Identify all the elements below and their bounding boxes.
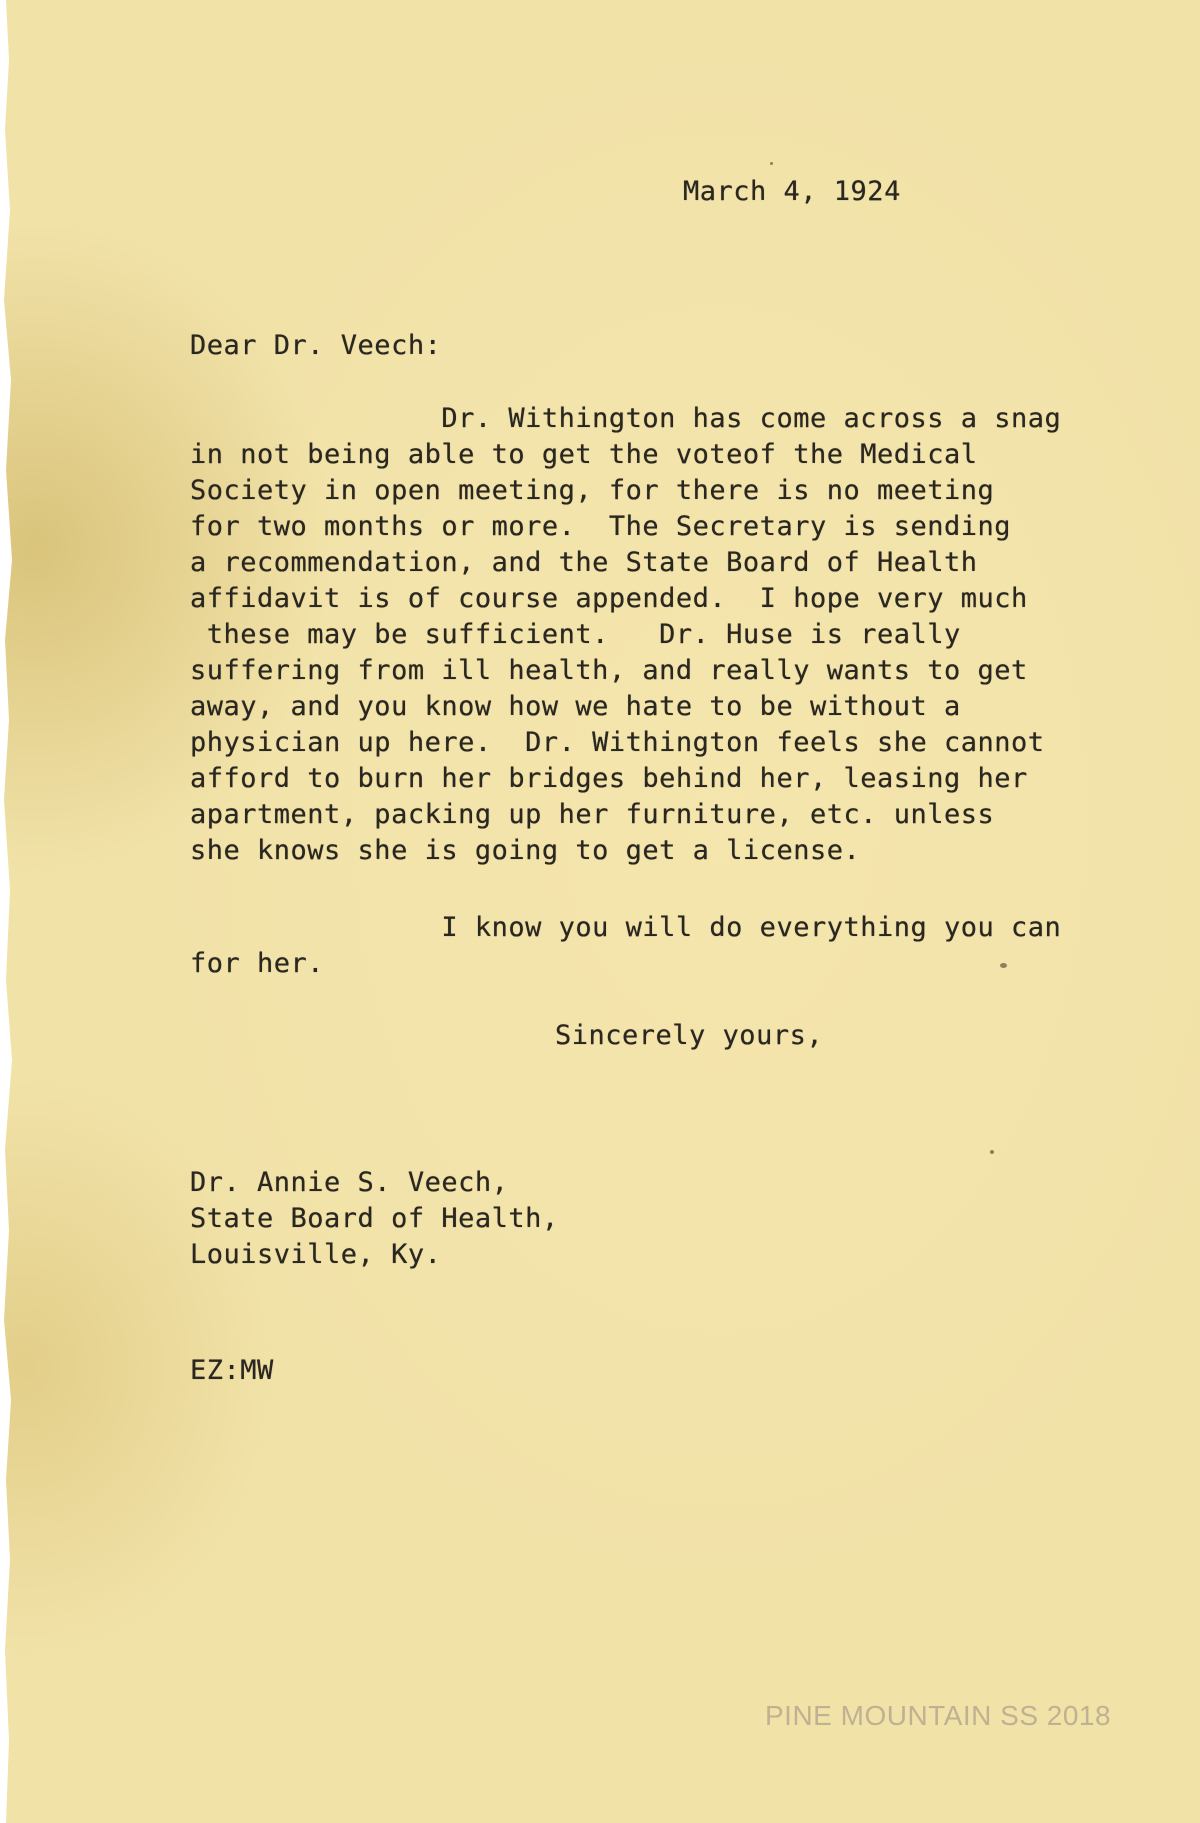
body-line: Society in open meeting, for there is no meeting [190, 475, 995, 506]
body-line: physician up here. Dr. Withington feels she cannot [190, 727, 1045, 758]
body-line: in not being able to get the voteof the Medical [190, 439, 978, 470]
body-line: away, and you know how we hate to be without a [190, 691, 961, 722]
body-line: I know you will do everything you can [190, 912, 1062, 943]
body-line: apartment, packing up her furniture, etc. unless [190, 799, 995, 830]
ink-speck [990, 1150, 994, 1154]
body-line: these may be sufficient. Dr. Huse is really [190, 619, 961, 650]
letter-date: March 4, 1924 [683, 176, 901, 207]
body-line: suffering from ill health, and really wants to get [190, 655, 1028, 686]
body-line: a recommendation, and the State Board of Health [190, 547, 978, 578]
watermark: PINE MOUNTAIN SS 2018 [765, 1700, 1112, 1731]
address-line: Louisville, Ky. [190, 1239, 442, 1270]
body-line: afford to burn her bridges behind her, leasing her [190, 763, 1028, 794]
torn-left-edge [0, 0, 22, 1823]
address-line: State Board of Health, [190, 1203, 559, 1234]
typist-initials: EZ:MW [190, 1355, 274, 1386]
closing: Sincerely yours, [555, 1020, 824, 1051]
body-line: she knows she is going to get a license. [190, 835, 861, 866]
body-line: for her. [190, 948, 325, 979]
address-line: Dr. Annie S. Veech, [190, 1167, 509, 1198]
salutation: Dear Dr. Veech: [190, 330, 442, 361]
ink-speck [770, 162, 773, 165]
body-line: for two months or more. The Secretary is sending [190, 511, 1012, 542]
body-line: Dr. Withington has come across a snag [190, 403, 1062, 434]
ink-speck [1000, 963, 1007, 968]
body-line: affidavit is of course appended. I hope very much [190, 583, 1028, 614]
